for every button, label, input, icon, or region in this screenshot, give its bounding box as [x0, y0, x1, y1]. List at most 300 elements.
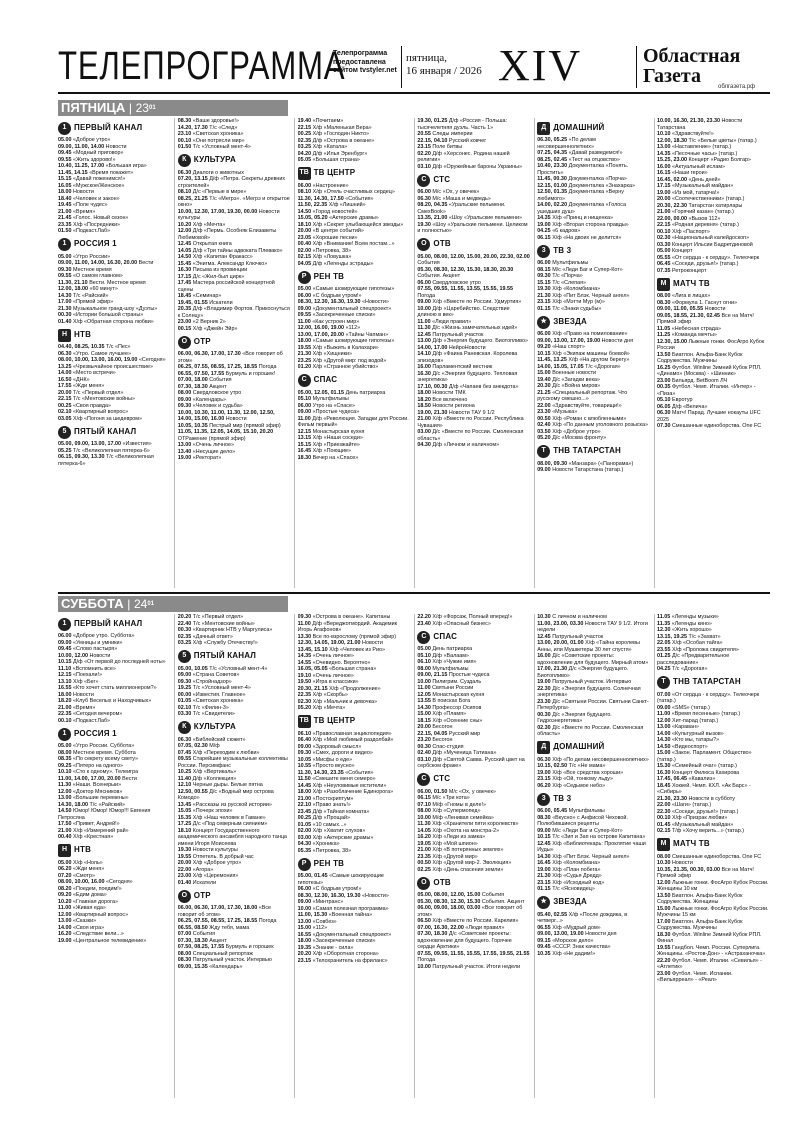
program-title: Новости культуры — [192, 847, 238, 853]
program-time: 02.35 — [297, 137, 312, 144]
program-title: «Дачный ответ» — [192, 633, 233, 640]
program-time: 23.40 — [417, 620, 431, 627]
program-time: 14.30 — [657, 737, 671, 743]
program-time: 16.00 — [417, 364, 431, 370]
program-time: 00.15 — [177, 325, 192, 332]
program-title: Концерт Государственного академического ансамбля народного танца имени Игоря Моисеева — [177, 827, 287, 847]
program-title: Х/ф «Коломбиана» — [552, 286, 601, 292]
program-time: 21.00 — [58, 827, 72, 834]
channel-name: РЕН ТВ — [313, 858, 345, 868]
program-time: 07.30, 18.30 — [177, 383, 208, 390]
program-title: Х/ф «Хранители пяти королевств» — [432, 821, 519, 827]
program-time: 17.45, 06.45 — [657, 776, 687, 782]
program-title: «Сказки» — [73, 918, 97, 924]
program-listing — [417, 151, 530, 164]
program-time: 06.00 — [417, 189, 431, 195]
program-title: Д/с «Под северным сиянием» — [192, 821, 268, 827]
program-time: 11.00 — [417, 685, 431, 691]
program-time: 05.00 — [657, 248, 671, 254]
program-time: 00.10 — [177, 137, 192, 144]
program-title: Х/ф «Право на помилование» — [552, 331, 628, 337]
program-time: 13.00 — [417, 338, 431, 344]
program-title: Акцент — [209, 383, 227, 390]
program-title: Т/с «Условный мент-4» — [209, 665, 268, 672]
program-time: 18.45 — [657, 782, 671, 789]
channel-name: ТВ 3 — [553, 793, 572, 803]
program-time: 08.30, 12.30, 16.30, 19.30 — [297, 299, 361, 305]
program-time: 10.30 — [657, 860, 671, 866]
program-time: 02.30 — [537, 724, 551, 731]
program-title: «Пятеро на одного» — [73, 762, 124, 769]
channel-header — [657, 277, 770, 291]
program-time: 04.05 — [297, 260, 312, 267]
channel-name: ЗВЕЗДА — [553, 897, 588, 907]
program-title: Х/ф «Хищники» — [312, 351, 353, 357]
program-title: День патриарха — [432, 646, 473, 652]
program-listing — [58, 454, 171, 467]
program-time: 21.30 — [297, 351, 312, 357]
source-credit: Телепрограмма предоставлена сайтом tvstyler.net — [333, 50, 397, 74]
program-title: «Утро России. Суббота» — [73, 743, 135, 749]
program-time: 19.10 — [297, 672, 312, 679]
program-title: Пестрый мир (прямой эфир) — [209, 422, 281, 429]
program-time: 05.20 — [537, 435, 551, 441]
channel-name: СТС — [433, 174, 451, 184]
program-title: Х/ф «Вместе по России. Карелия» — [432, 918, 519, 924]
issue-date — [406, 52, 486, 78]
program-time: 15.15 — [297, 441, 312, 448]
program-time: 14.00, 02.20 — [537, 202, 568, 208]
program-time: 08.00, 09.30 — [537, 460, 568, 467]
channel-header — [178, 721, 291, 735]
program-time: 12.15, 01.00 — [537, 182, 568, 189]
program-title: «Почерк эпохи» — [192, 808, 233, 814]
program-listing — [417, 951, 530, 964]
program-time: 10.25 — [177, 769, 192, 775]
program-time: 19.00 — [537, 679, 551, 685]
program-listing — [537, 951, 650, 958]
program-title: Матч! Парад. Лучшие нокауты UFC 2025 — [657, 410, 761, 423]
program-time: 11.00 — [58, 905, 72, 911]
program-time: 03.30 — [177, 711, 192, 717]
program-title: «Почитаем» — [312, 118, 344, 124]
program-title: Х/ф «Другой мир: под водой» — [312, 357, 387, 364]
program-time: 23.00 — [177, 873, 192, 879]
program-time: 19.30, 01.25 — [417, 118, 448, 124]
program-title: Письма из провинции — [192, 267, 248, 273]
program-time: 08.30 — [657, 299, 671, 306]
program-time: 16.15 — [657, 170, 671, 176]
program-title: «Совбез» — [312, 918, 337, 925]
program-time: 05.00 — [58, 743, 72, 749]
program-listing — [657, 880, 770, 893]
program-title: «Наш спорт» — [552, 344, 585, 350]
program-time: 09.00 — [417, 299, 431, 305]
program-title: Х/ф «Исходный код» — [552, 879, 605, 886]
program-title: Погода — [417, 292, 436, 299]
program-title: Вести — [122, 775, 137, 782]
program-time: 01.50 — [58, 228, 72, 234]
program-title: «Актуальный ислам» — [672, 163, 726, 170]
program-title: Х/ф «Странное убийство» — [312, 364, 379, 370]
program-title: Мультфильмы — [312, 396, 349, 402]
program-time: 06.45 — [657, 261, 671, 267]
program-title: Монастырская кухня — [312, 428, 365, 435]
program-time: 05.30, 08.30, 12.30, 15.30 — [417, 898, 481, 905]
program-title: Х/ф «Мой шпион» — [432, 840, 478, 847]
program-time: 06.50 — [417, 918, 431, 924]
program-time: 05.55 — [657, 254, 671, 261]
program-title: Х/ф «Мой любимый раздолбай» — [312, 737, 394, 743]
channel-logo-icon: Р — [298, 271, 311, 284]
channel-name: КУЛЬТУРА — [193, 722, 236, 732]
program-time: 06.00 — [537, 260, 551, 266]
program-listing — [657, 410, 770, 423]
program-time: 02.15 — [657, 828, 671, 834]
program-title: Х/ф «Особая тайга» — [672, 640, 723, 646]
channel-header — [58, 727, 171, 741]
program-title: События — [481, 892, 505, 898]
program-time: 19.35 — [297, 944, 312, 951]
channel-header — [537, 244, 650, 258]
program-title: Т/с «Слепая» — [552, 279, 587, 286]
program-time: 12.05 — [417, 691, 431, 698]
program-time: 22.05 — [657, 640, 671, 646]
program-time: 22.00 — [177, 866, 192, 873]
program-title: Х/ф «Актерские драмы» — [312, 834, 374, 841]
channel-logo-icon: К — [178, 721, 191, 734]
program-time: 09.00, 11.00, 14.00 — [58, 143, 105, 150]
program-title: Х/ф «Вместе по России. Удмуртия» — [432, 299, 522, 305]
program-listing — [537, 137, 650, 150]
program-time: 06.20 — [58, 866, 72, 872]
program-time: 06.00, 01.50 — [417, 788, 448, 795]
program-time: 22.15 — [657, 222, 671, 228]
day-divider — [58, 592, 770, 594]
program-title: Патрульный участок. Итоги недели — [432, 963, 521, 970]
program-title: М/ф «Гномы в деле!» — [432, 801, 486, 808]
program-time: 22.30 — [657, 808, 671, 815]
program-time: 22.15 — [297, 124, 312, 131]
program-title: Х/ф «Капитан Фракасс» — [192, 254, 253, 260]
program-time: 06.05 — [657, 403, 671, 410]
program-time: 15.00 — [657, 750, 671, 756]
program-time: 05.00 — [417, 646, 431, 652]
program-title: «Петровка, 38» — [312, 847, 352, 854]
program-time: 14.50 — [177, 254, 192, 260]
program-time: 16.55 — [297, 931, 312, 938]
program-title: Д/ф «Коллекция» — [192, 775, 237, 782]
program-time: 10.35, 21.35, 00.30, 03.00 — [657, 866, 720, 873]
channel-header — [58, 328, 171, 342]
schedule-column — [298, 118, 411, 588]
program-title: «Самые шокирующие гипотезы» — [312, 338, 395, 344]
program-title: «Все говорит об этом» — [417, 905, 523, 918]
channel-name: СТС — [433, 774, 451, 784]
program-title: «В центре событий» — [312, 228, 364, 234]
program-title: «Легенды кино» — [671, 620, 712, 627]
program-time: 09.20 — [58, 892, 72, 898]
program-time: 20.30, 22.30 — [657, 202, 687, 209]
program-title: Русский мир — [448, 730, 481, 737]
program-time: 06.00, 05.45 — [537, 808, 568, 814]
program-title: «От сердца - к сердцу». Телеочерк (татар.) — [657, 691, 760, 704]
program-title: Музыкальное гранд-шоу «Дуэты» — [73, 305, 158, 312]
program-time: 09.00 — [177, 672, 192, 678]
program-time: 11.00 — [297, 415, 311, 422]
program-title: М/ф — [209, 743, 220, 749]
program-title: «Формула 1. Гаснут огни» — [672, 299, 737, 306]
program-time: 19.25 — [177, 685, 192, 691]
program-listing — [178, 144, 291, 151]
program-time: 04.20 — [297, 150, 312, 157]
program-title: Военные новости — [552, 370, 597, 376]
program-time: 21.00 — [657, 209, 671, 215]
program-time: 14.00, 15.05, 17.05 — [537, 363, 584, 370]
program-time: 21.30, 23.30 — [657, 795, 687, 802]
program-title: «Соседи, друзья!» (татар.) — [672, 261, 739, 267]
program-time: 13.25 — [58, 363, 72, 370]
program-time: 10.20 — [177, 221, 192, 228]
program-title: Т/ф «Хочу верить...» (татар.) — [672, 828, 744, 834]
program-listing — [657, 692, 770, 705]
program-title: Х/ф «Не дадим!» — [552, 950, 596, 957]
program-title: «Национальный калейдоскоп» — [672, 235, 750, 241]
program-time: 23.00 — [177, 319, 192, 325]
program-time: 16.30 — [177, 267, 192, 273]
program-title: Х/ф «День спасения земли» — [432, 866, 504, 873]
program-time: 02.30 — [297, 698, 312, 705]
channel-header — [657, 676, 770, 690]
program-time: 18.30 — [297, 454, 312, 461]
program-listing — [537, 783, 650, 790]
program-time: 00.30 — [417, 743, 431, 750]
program-time: 05.20 — [297, 705, 312, 711]
program-time: 22.00 — [537, 402, 551, 409]
channel-name: ТНВ ТАТАРСТАН — [673, 677, 741, 687]
program-title: Д/с «Война миров» — [552, 383, 601, 389]
program-time: 06.10 — [417, 659, 431, 665]
program-time: 10.05 — [297, 756, 312, 763]
program-title: «Музыка» — [552, 409, 578, 415]
program-title: «Уральские пельмени. СмехBook» — [417, 202, 506, 215]
program-title: Х/ф «В потерянных землях» — [432, 847, 504, 853]
program-time: 07.25, 04.35 — [537, 150, 568, 156]
program-listing — [657, 666, 770, 673]
program-title: Д/с «Вместе по России. Смоленская область» — [417, 429, 524, 442]
program-time: 12.45 — [177, 241, 192, 247]
program-title: Х/ф «Осенние сны» — [432, 717, 483, 724]
program-time: 05.10 — [657, 397, 671, 403]
program-title: «Документальный спецпроект» — [312, 931, 392, 938]
channel-logo-icon: ТВ — [298, 715, 311, 728]
program-time: 09.45 — [58, 150, 72, 156]
program-listing — [298, 364, 411, 371]
program-listing — [657, 867, 770, 880]
program-time: 06.40 — [297, 737, 312, 743]
program-listing — [657, 118, 770, 131]
program-title: «Игра в классики» — [312, 679, 359, 685]
program-title: Простые чудеса — [448, 672, 490, 678]
program-time: 09.30 — [297, 750, 312, 756]
program-title: Документалка «Голоса ушедших душ» — [537, 202, 626, 215]
program-title: «Здоровый смысл» — [312, 743, 362, 750]
program-time: 13.00 — [297, 918, 312, 925]
channel-logo-icon: М — [657, 838, 670, 851]
program-title: Д/с «Советские проекты: вдохновление для будущего. Горячее сердце Арктики» — [417, 931, 512, 950]
channel-header — [657, 838, 770, 852]
program-listing — [657, 423, 770, 430]
program-time: 18.00 — [58, 691, 72, 698]
column-divider — [654, 614, 655, 1098]
program-time: 05.10 — [417, 652, 431, 659]
program-title: Х/ф «Службу Отечеству!» — [192, 640, 258, 646]
program-time: 07.35 — [657, 267, 671, 274]
masthead-divider — [401, 46, 402, 88]
program-time: 16.45 — [297, 448, 312, 454]
program-time: 11.00 — [657, 711, 671, 717]
program-title: Х/ф «По данным уголовного розыска» — [552, 422, 649, 428]
program-time: 00.10 — [657, 815, 671, 821]
program-title: «Смех, дороги и видео» — [312, 750, 373, 756]
program-title: «Очевидно. Вероятно» — [312, 659, 371, 666]
program-listing — [417, 202, 530, 215]
program-title: «10 самых...» — [312, 821, 347, 828]
program-title: Хоккей. Чемп. КХЛ. «Ак Барс» - «Сибирь» — [657, 782, 751, 795]
channel-name: РОССИЯ 1 — [74, 728, 117, 738]
program-time: 00.50 — [417, 860, 431, 866]
program-time: 16.45 — [537, 860, 551, 866]
program-title: «Квартирный вопрос» — [73, 409, 129, 415]
program-title: Т/с «Пес» — [105, 344, 131, 350]
program-listing — [657, 945, 770, 958]
program-time: 11.05 — [657, 614, 671, 620]
program-title: Х/ф «Экипаж машины боевой» — [552, 350, 630, 357]
program-title: «Календарь» — [192, 396, 227, 403]
program-time: 06.55, 08.50 — [177, 924, 208, 931]
program-title: «Постскриптум» — [312, 795, 354, 802]
program-listing — [298, 705, 411, 712]
program-title: Патрульный участок — [432, 331, 484, 338]
program-time: 06.00, 09.00, 18.00, 03.00 — [417, 905, 481, 911]
channel-header — [417, 630, 530, 644]
program-title: «Кто хочет стать миллионером?» — [73, 685, 157, 691]
program-title: «Шаги» (татар.) — [672, 802, 712, 808]
program-time: 11.40 — [177, 775, 191, 782]
channel-name: ОТР — [193, 336, 211, 346]
program-title: «Песочные часы» (татар.) — [672, 150, 738, 157]
program-time: 08.30 — [537, 814, 551, 821]
program-listing — [657, 932, 770, 945]
program-listing — [657, 971, 770, 984]
program-time: 10.05, 10.35 — [177, 422, 208, 429]
channel-header — [298, 715, 411, 729]
program-title: «Большая игра» — [105, 163, 147, 169]
column-divider — [294, 614, 295, 1098]
program-title: Открытая книга — [192, 241, 232, 247]
program-title: Д/ф «Прощай» — [312, 815, 350, 821]
program-title: Новости дня — [585, 931, 617, 937]
program-time: 14.35 — [297, 653, 312, 659]
channel-name: ОТР — [193, 890, 211, 900]
program-title: Черные дыры. Белые пятна — [192, 782, 263, 788]
program-title: «Специальный репортаж. Что русскому смешно...» — [537, 389, 628, 402]
program-title: Х/ф «Маленькая Вера» — [312, 124, 372, 131]
program-time: 11.45, 13.25 — [537, 357, 567, 363]
program-time: 02.30 — [657, 235, 671, 241]
program-time: 12.00, 18.00 — [58, 286, 88, 292]
program-title: Х/ф «Библиотекарь: Проклятие чаши Иуды» — [537, 840, 646, 853]
program-time: 08.00 — [417, 808, 431, 814]
program-title: Юмор! Юмор! Юмор!!! Евгения Петросяна — [58, 808, 151, 821]
program-time: 11.30, 21.10 — [58, 279, 88, 286]
program-time: 14.05 — [177, 247, 192, 254]
program-listing — [178, 756, 291, 769]
program-time: 07.00 — [177, 931, 192, 937]
program-time: 16.05, 05.05 — [297, 666, 328, 672]
schedule-column — [657, 118, 770, 588]
channel-header — [537, 896, 650, 910]
program-title: Д/ф «Фаина Раневская. Королева эпизодов» — [417, 351, 518, 364]
program-title: «Петровка, 38» — [312, 247, 352, 254]
program-title: «Поле чудес» — [73, 202, 108, 208]
program-time: 14.50 — [58, 808, 72, 814]
program-title: Д/ф «Святой Савва. Русский цвет на сербском фраке» — [417, 756, 525, 769]
program-title: Татарстан хатирлары — [688, 202, 743, 209]
program-title: «Своя игра» — [73, 924, 105, 931]
program-title: «Закон. Парламент. Общество» (татар.) — [657, 750, 752, 763]
program-time: 06.00 — [297, 182, 312, 189]
program-time: 05.00 — [58, 859, 72, 866]
program-time: 09.30 — [58, 266, 72, 273]
program-title: Х/ф «Охота на монстра-2» — [432, 827, 500, 834]
program-title: Д/ф «Легенды эстрады» — [312, 260, 374, 267]
program-time: 20.55 — [417, 131, 431, 137]
program-listing — [417, 429, 530, 442]
program-time: 11.00 — [297, 620, 311, 627]
program-title: Х/ф «Погоня за шедевром» — [73, 415, 143, 422]
channel-logo-icon: 1 — [58, 728, 71, 741]
program-title: Бурмуль и горошек — [225, 944, 274, 950]
program-time: 22.00 — [657, 802, 671, 808]
program-title: Новости в субботу — [688, 795, 735, 802]
program-title: «Библейский сюжет» — [192, 736, 246, 743]
channel-header — [178, 889, 291, 903]
program-time: 02.10 — [177, 704, 192, 711]
program-listing — [178, 640, 291, 647]
program-time: 13.35, 21.00 — [417, 215, 448, 221]
program-listing — [178, 176, 291, 189]
program-title: Лыжные гонки. ФосАгро Кубок России. Мужчины 15 км — [657, 905, 769, 918]
program-listing — [417, 905, 530, 918]
program-time: 01.25 — [657, 653, 671, 659]
program-time: 10.00, 12.30, 17.00, 19.30, 00.00 — [177, 208, 258, 215]
program-title: Документалка «Знахарка» — [568, 182, 635, 189]
program-title: «События» — [345, 769, 374, 776]
program-title: Х/ф «Призрак любви» — [672, 815, 728, 821]
program-time: 05.25 — [58, 447, 72, 454]
program-time: 11.30 — [417, 325, 431, 331]
program-listing — [58, 416, 171, 423]
program-time: 14.00 — [58, 924, 72, 931]
program-time: 09.30 — [177, 678, 192, 685]
program-title: Д/ф «Владимир Фортов. Прикоснуться к Солнцу» — [177, 306, 290, 319]
channel-logo-icon: М — [657, 278, 670, 291]
column-divider — [534, 614, 535, 1098]
channel-name: ДОМАШНИЙ — [553, 742, 605, 752]
program-time: 17.15 — [657, 183, 671, 189]
program-title: Новости ТАУ 9 1/2 — [448, 409, 495, 416]
